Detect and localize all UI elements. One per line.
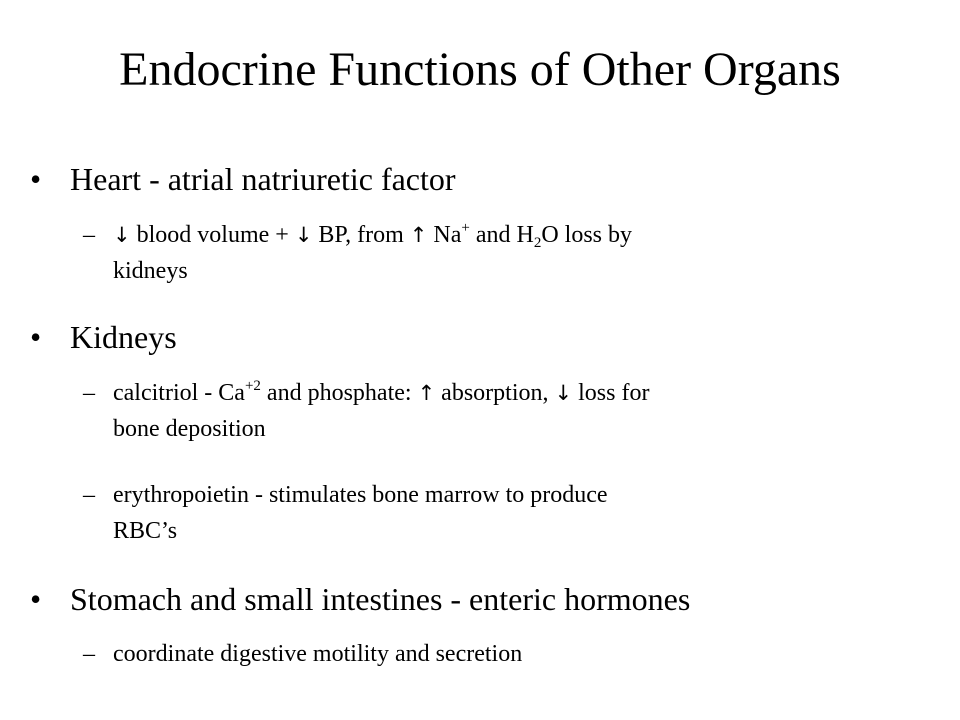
slide-title: Endocrine Functions of Other Organs xyxy=(119,43,841,96)
dash-icon: – xyxy=(83,482,95,508)
sub-bullet-text xyxy=(113,636,943,672)
bullet-text: Kidneys xyxy=(70,319,177,355)
text-fragment: BP, from xyxy=(312,222,410,248)
superscript: + xyxy=(461,220,470,236)
sub-line-2: RBC’s xyxy=(113,518,178,544)
arrow-down-icon: ↓ xyxy=(294,223,313,247)
sub-line-1 xyxy=(113,217,943,253)
sub-line-2: bone deposition xyxy=(113,416,266,442)
text-fragment: calcitriol - Ca xyxy=(113,380,245,406)
sub-bullet-text xyxy=(113,375,943,447)
text-fragment: and phosphate: xyxy=(260,380,418,406)
bullet-text: Heart - atrial natriuretic factor xyxy=(70,161,456,197)
text-fragment: O loss by xyxy=(541,222,633,248)
dash-icon: – xyxy=(83,641,95,667)
arrow-down-icon: ↓ xyxy=(554,381,573,405)
text-fragment: blood volume + xyxy=(130,222,295,248)
arrow-up-icon: ↑ xyxy=(417,381,436,405)
bullet-icon: • xyxy=(30,319,42,355)
sub-line-1 xyxy=(113,375,943,411)
sub-bullet-text xyxy=(113,217,943,289)
bullet-icon: • xyxy=(30,581,42,617)
text-fragment: absorption, xyxy=(435,380,555,406)
arrow-down-icon: ↓ xyxy=(113,223,131,247)
text-fragment: Na xyxy=(427,222,462,248)
sub-line-1: coordinate digestive motility and secretion xyxy=(113,641,523,667)
subscript: 2 xyxy=(533,235,542,251)
text-fragment: loss for xyxy=(572,380,650,406)
sub-line-1: erythropoietin - stimulates bone marrow to produce xyxy=(113,482,608,508)
dash-icon: – xyxy=(83,222,95,248)
bullet-icon: • xyxy=(30,161,42,197)
sub-line-2: kidneys xyxy=(113,258,188,284)
superscript: +2 xyxy=(244,378,261,394)
text-fragment: and H xyxy=(469,222,534,248)
bullet-text: Stomach and small intestines - enteric hormones xyxy=(70,581,691,617)
arrow-up-icon: ↑ xyxy=(409,223,428,247)
sub-bullet-text xyxy=(113,477,943,549)
dash-icon: – xyxy=(83,380,95,406)
